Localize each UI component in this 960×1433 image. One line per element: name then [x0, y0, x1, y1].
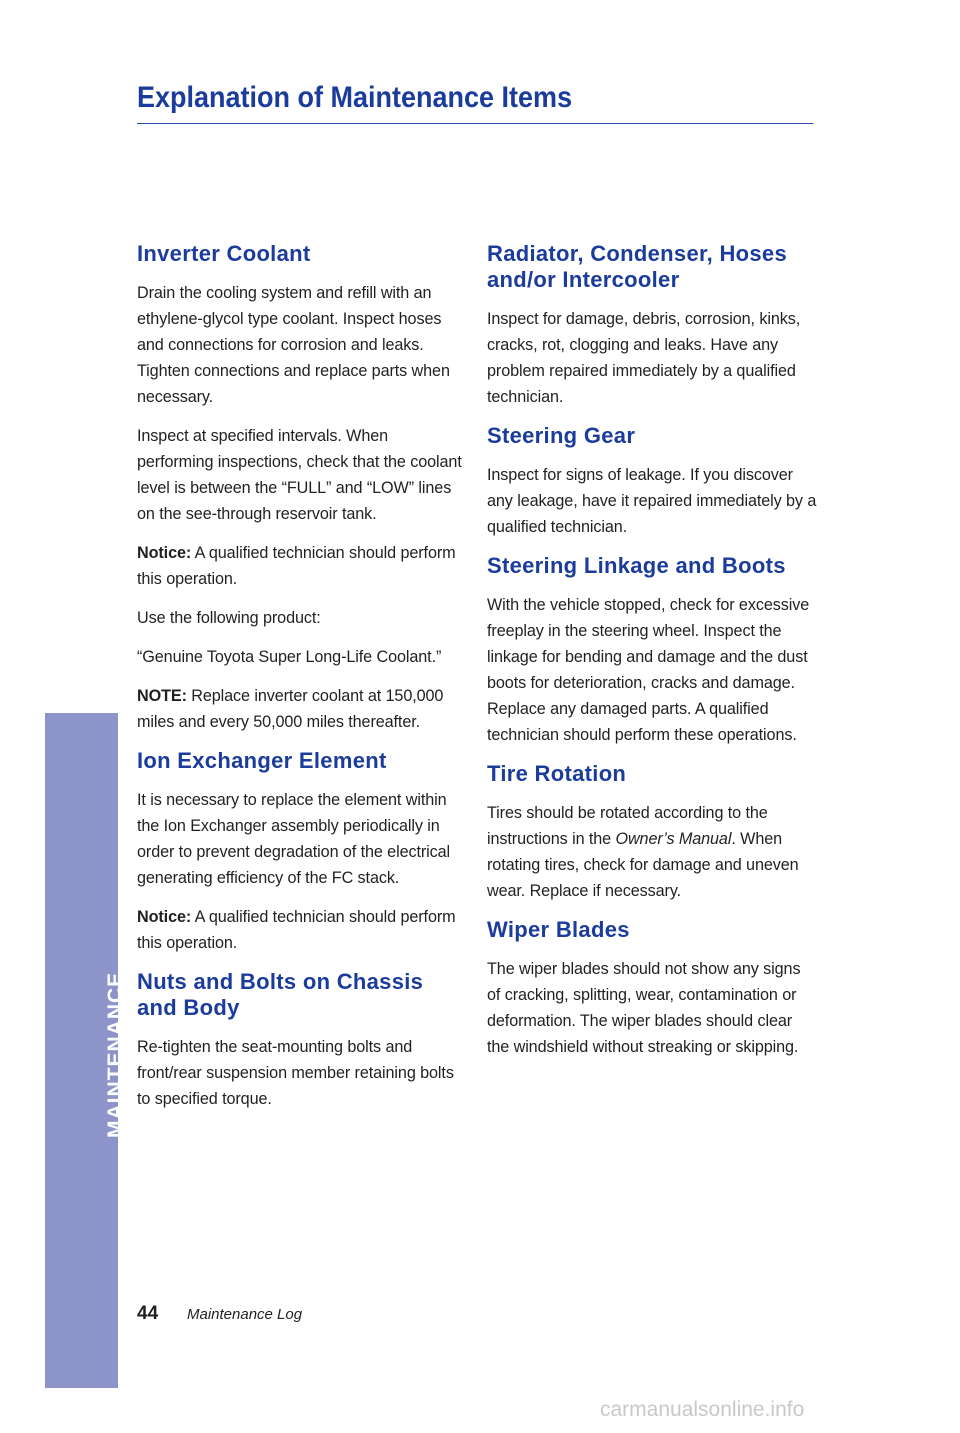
paragraph: Inspect for damage, debris, corrosion, kinks, cracks, rot, clogging and leaks. Have any problem repaired immediately by a qualified technician. — [487, 310, 801, 406]
notice-text: A qualified technician should perform this operation. — [137, 544, 456, 588]
text-run: . When rotating tires, check for damage and uneven wear. Replace if necessary. — [487, 830, 799, 900]
paragraph: Use the following product: — [137, 609, 321, 627]
side-tab-label: MAINTENANCE — [104, 971, 127, 1138]
paragraph: Drain the cooling system and refill with an ethylene-glycol type coolant. Inspect hoses and connections for corrosion and leaks. Tighten connections and replace parts when necessary. — [137, 284, 450, 406]
section-tire-rotation — [487, 761, 817, 904]
section-heading: Tire Rotation — [487, 761, 627, 786]
page-title: Explanation of Maintenance Items — [137, 81, 573, 114]
section-heading: Steering Gear — [487, 423, 636, 448]
paragraph: Inspect at specified intervals. When performing inspections, check that the coolant level is between the “FULL” and “LOW” lines on the see-through reservoir tank. — [137, 427, 462, 523]
section-heading: Radiator, Condenser, Hoses and/or Intercooler — [487, 241, 787, 292]
section-nuts-bolts — [137, 969, 467, 1112]
paragraph — [487, 800, 817, 904]
paragraph: With the vehicle stopped, check for excessive freeplay in the steering wheel. Inspect the linkage for bending and damage and the dust boots for deterioration, cracks and damage. Replace any damaged parts. A qualified technician should perform these operations. — [487, 596, 810, 744]
product-name: “Genuine Toyota Super Long-Life Coolant.” — [137, 648, 442, 666]
paragraph: Re-tighten the seat-mounting bolts and front/rear suspension member retaining bolts to specified torque. — [137, 1038, 454, 1108]
section-radiator — [487, 241, 817, 410]
page-number: 44 — [137, 1303, 159, 1324]
section-wiper-blades — [487, 917, 817, 1060]
note-text: Replace inverter coolant at 150,000 miles and every 50,000 miles thereafter. — [137, 687, 444, 731]
title-divider — [137, 123, 813, 124]
section-steering-gear — [487, 423, 817, 540]
footer-doc-title: Maintenance Log — [187, 1306, 303, 1323]
section-inverter-coolant — [137, 241, 467, 735]
text-run: Tires should be rotated according to the instructions in the — [487, 804, 768, 848]
notice-paragraph — [137, 904, 467, 956]
paragraph: Inspect for signs of leakage. If you discover any leakage, have it repaired immediately by a qualified technician. — [487, 466, 817, 536]
paragraph: It is necessary to replace the element within the Ion Exchanger assembly periodically in order to prevent degradation of the electrical generating efficiency of the FC stack. — [137, 791, 451, 887]
notice-text: A qualified technician should perform this operation. — [137, 908, 456, 952]
notice-label: Notice: — [137, 908, 192, 926]
notice-label: Notice: — [137, 544, 192, 562]
section-steering-linkage — [487, 553, 817, 748]
paragraph: The wiper blades should not show any signs of cracking, splitting, wear, contamination or deformation. The wiper blades should clear the windshield without streaking or skipping. — [487, 960, 801, 1056]
notice-paragraph — [137, 540, 467, 592]
note-label: NOTE: — [137, 687, 187, 705]
section-heading: Nuts and Bolts on Chassis and Body — [137, 969, 424, 1020]
section-heading: Inverter Coolant — [137, 241, 311, 266]
section-ion-exchanger — [137, 748, 467, 956]
right-column — [487, 241, 817, 1073]
section-heading: Wiper Blades — [487, 917, 630, 942]
section-heading: Ion Exchanger Element — [137, 748, 387, 773]
manual-reference: Owner’s Manual — [615, 830, 732, 848]
watermark: carmanualsonline.info — [600, 1398, 805, 1421]
section-heading: Steering Linkage and Boots — [487, 553, 786, 578]
note-paragraph — [137, 683, 467, 735]
left-column — [137, 241, 467, 1125]
